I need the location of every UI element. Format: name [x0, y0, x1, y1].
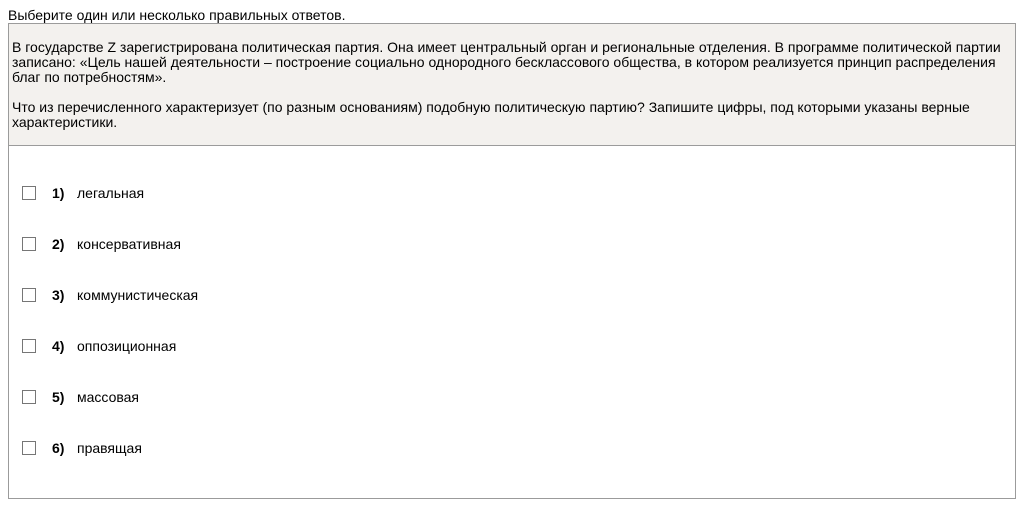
- task-container: [8, 23, 1016, 499]
- option-number: 1): [52, 185, 65, 201]
- option-label: оппозиционная: [77, 338, 177, 354]
- question-paragraph-2: Что из перечисленного характеризует (по разным основаниям) подобную политическую партию? Запишите цифры, под которыми указаны верные характеристики.: [12, 99, 970, 130]
- checkbox-option-2[interactable]: [22, 237, 36, 251]
- option-number: 6): [52, 440, 65, 456]
- question-block: [9, 24, 1015, 146]
- checkbox-option-6[interactable]: [22, 441, 36, 455]
- checkbox-option-4[interactable]: [22, 339, 36, 353]
- option-label: консервативная: [77, 236, 181, 252]
- option-number: 3): [52, 287, 65, 303]
- answer-option-5[interactable]: [22, 387, 139, 407]
- answer-option-3[interactable]: [22, 285, 198, 305]
- answer-option-1[interactable]: [22, 183, 144, 203]
- checkbox-option-5[interactable]: [22, 390, 36, 404]
- task-instruction: Выберите один или несколько правильных ответов.: [8, 7, 346, 23]
- option-label: коммунистическая: [77, 287, 199, 303]
- option-label: легальная: [77, 185, 145, 201]
- checkbox-option-1[interactable]: [22, 186, 36, 200]
- option-number: 2): [52, 236, 65, 252]
- option-label: правящая: [77, 440, 142, 456]
- checkbox-option-3[interactable]: [22, 288, 36, 302]
- question-paragraph-1: В государстве Z зарегистрирована политическая партия. Она имеет центральный орган и региональные отделения. В программе политической партии записано: «Цель нашей деятельности – построение социально однородного бесклассового общества, в котором реализуется принцип распределения благ по потребностям».: [12, 39, 1001, 85]
- answer-option-4[interactable]: [22, 336, 176, 356]
- option-number: 4): [52, 338, 65, 354]
- option-number: 5): [52, 389, 65, 405]
- answer-option-6[interactable]: [22, 438, 142, 458]
- option-label: массовая: [77, 389, 140, 405]
- answer-option-2[interactable]: [22, 234, 181, 254]
